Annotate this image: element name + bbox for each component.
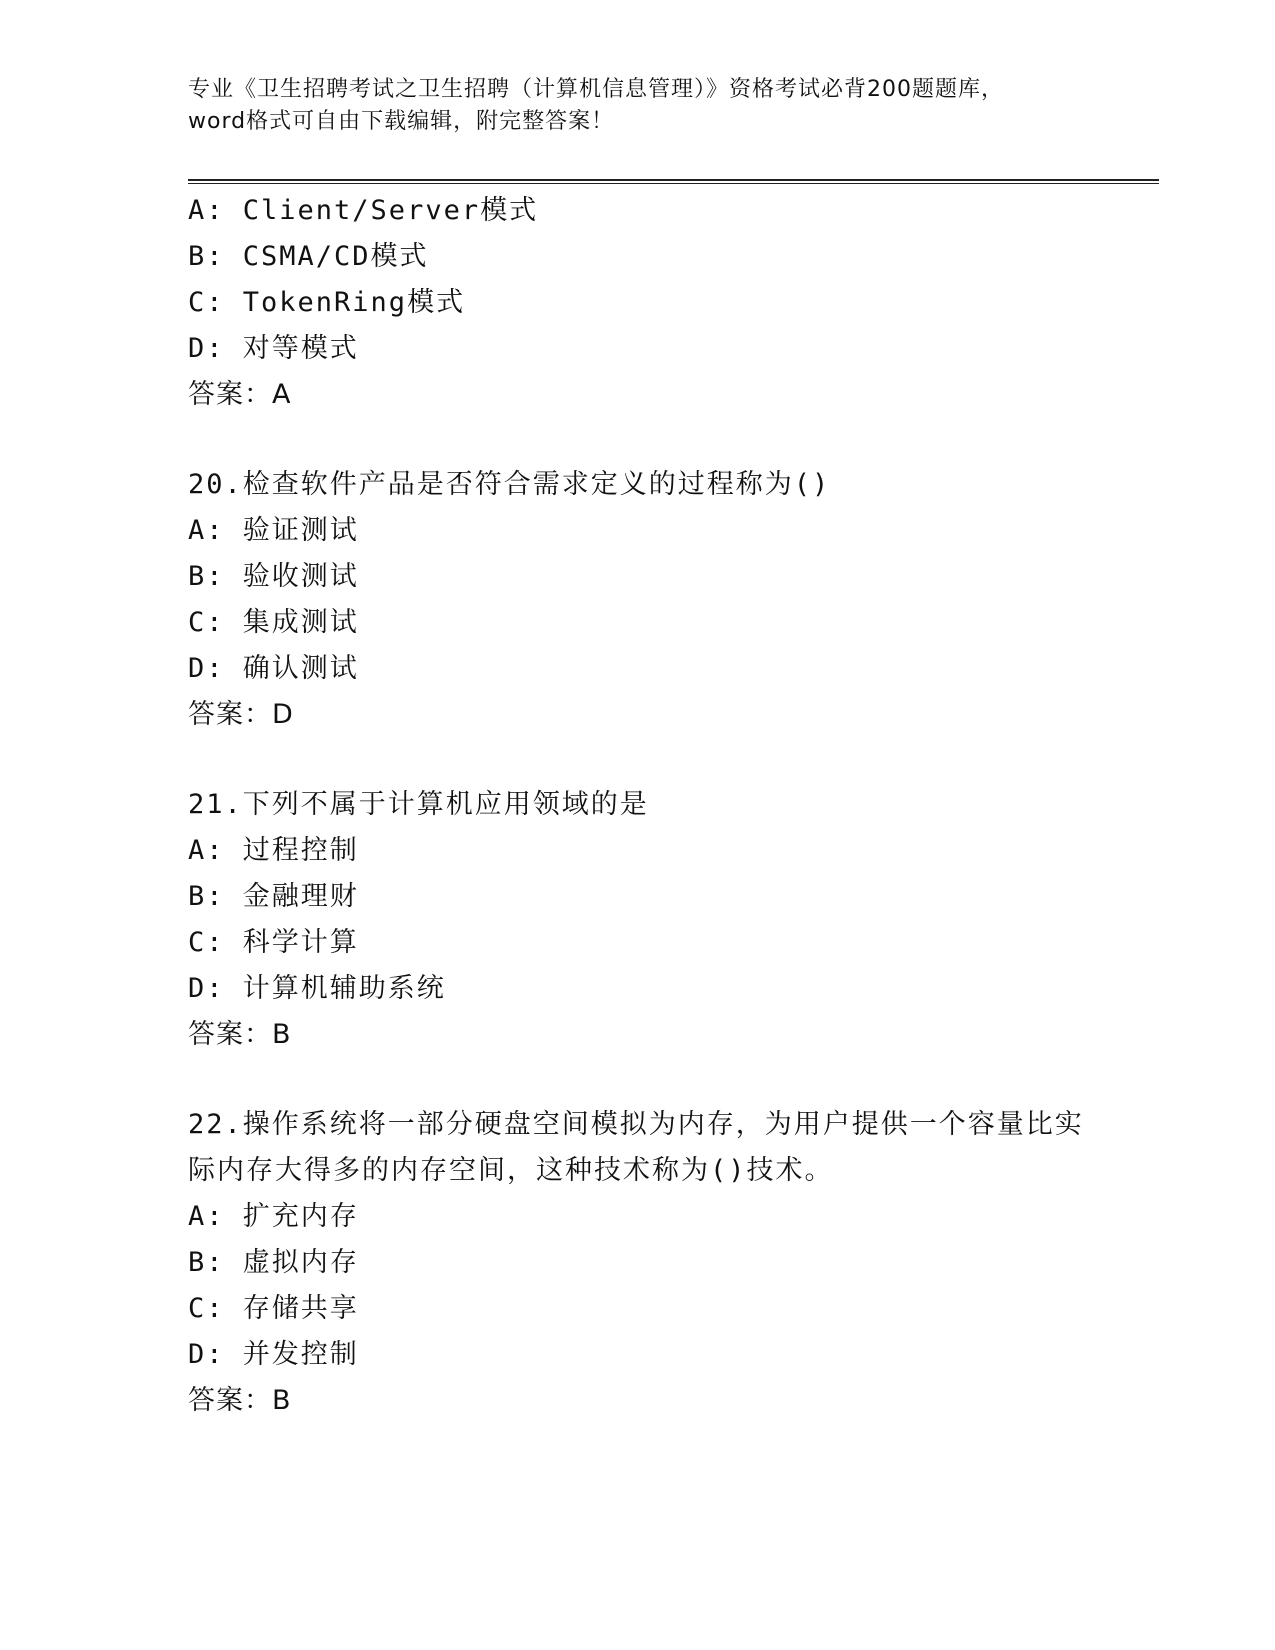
option-a: A: 验证测试 [188,515,359,546]
question-block [188,188,1148,418]
question-text: 21.下列不属于计算机应用领域的是 [188,789,649,820]
question-block [188,782,1148,1058]
option-b: B: 金融理财 [188,881,359,912]
question-text-line-2: 际内存大得多的内存空间，这种技术称为()技术。 [188,1155,834,1186]
answer-line: 答案：B [188,1385,292,1416]
question-list [188,188,1148,1424]
header-line-2: word格式可自由下载编辑，附完整答案！ [188,109,615,134]
option-d: D: 计算机辅助系统 [188,973,446,1004]
question-text: 20.检查软件产品是否符合需求定义的过程称为() [188,469,831,500]
option-d: D: 对等模式 [188,333,359,364]
option-b: B: CSMA/CD模式 [188,241,429,272]
option-b: B: 虚拟内存 [188,1247,359,1278]
document-header [188,74,1088,138]
option-a: A: 扩充内存 [188,1201,359,1232]
question-text-line-1: 22.操作系统将一部分硬盘空间模拟为内存，为用户提供一个容量比实 [188,1109,1084,1140]
question-block [188,1102,1148,1424]
header-divider [188,179,1159,184]
answer-line: 答案：D [188,699,294,730]
option-a: A: Client/Server模式 [188,195,539,226]
option-c: C: 集成测试 [188,607,359,638]
option-a: A: 过程控制 [188,835,359,866]
answer-line: 答案：A [188,379,292,410]
option-c: C: TokenRing模式 [188,287,466,318]
header-line-1: 专业《卫生招聘考试之卫生招聘（计算机信息管理）》资格考试必背200题题库， [188,77,1004,102]
answer-line: 答案：B [188,1019,292,1050]
option-d: D: 并发控制 [188,1339,359,1370]
question-block [188,462,1148,738]
option-d: D: 确认测试 [188,653,359,684]
option-c: C: 存储共享 [188,1293,359,1324]
option-b: B: 验收测试 [188,561,359,592]
option-c: C: 科学计算 [188,927,359,958]
